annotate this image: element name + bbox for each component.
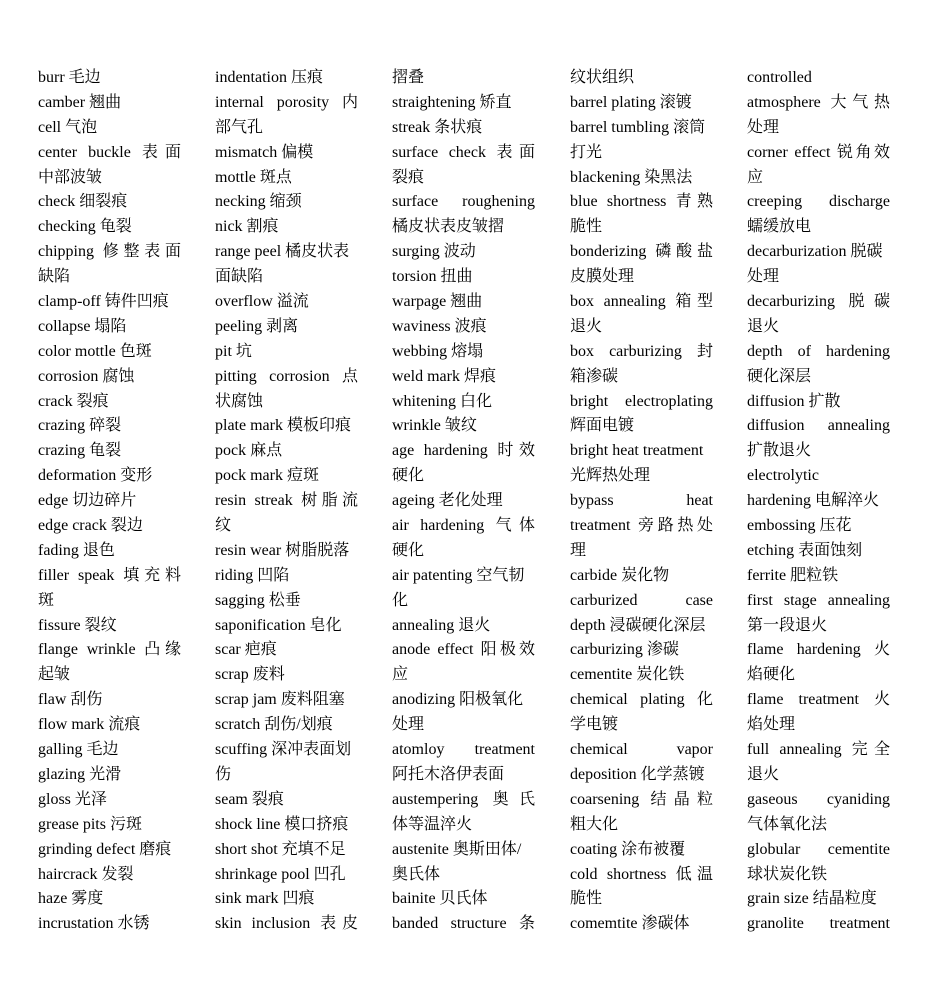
glossary-line: 处理 [747, 268, 780, 286]
glossary-line: 橘皮状表皮皱摺 [392, 218, 505, 236]
glossary-line: 扩散退火 [747, 442, 812, 460]
glossary-line: 处理 [747, 118, 780, 136]
glossary-line: checking 龟裂 [38, 218, 132, 236]
glossary-line: carburizing 渗碳 [570, 641, 679, 659]
glossary-line: weld mark 焊痕 [392, 367, 496, 385]
glossary-line: 硬化 [392, 467, 425, 485]
glossary-line: skin inclusion 表皮 [215, 915, 358, 933]
glossary-line: grain size 结晶粒度 [747, 890, 877, 908]
glossary-line: wrinkle 皱纹 [392, 417, 477, 435]
glossary-line: pock 麻点 [215, 442, 283, 460]
glossary-line: 摺叠 [392, 69, 425, 86]
glossary-line: mottle 斑点 [215, 168, 292, 186]
glossary-line: 蠕缓放电 [747, 218, 812, 236]
glossary-line: 伤 [215, 765, 232, 783]
glossary-line: shrinkage pool 凹孔 [215, 865, 346, 883]
glossary-line: 皮膜处理 [570, 268, 635, 286]
glossary-line: 奥氏体 [392, 865, 441, 883]
glossary-line: etching 表面蚀刻 [747, 541, 863, 559]
glossary-line: mismatch 偏模 [215, 143, 314, 161]
glossary-line: first stage annealing [747, 591, 890, 609]
glossary-line: austempering 奥氏 [392, 790, 535, 808]
glossary-line: clamp-off 铸件凹痕 [38, 293, 169, 311]
glossary-column-4 [570, 66, 713, 937]
glossary-line: fissure 裂纹 [38, 616, 117, 634]
glossary-line: 硬化 [392, 541, 425, 559]
glossary-line: austenite 奥斯田体/ [392, 840, 522, 858]
glossary-line: corrosion 腐蚀 [38, 367, 135, 385]
glossary-line: atomloy treatment [392, 741, 535, 759]
glossary-line: crazing 碎裂 [38, 417, 122, 435]
glossary-line: depth of hardening [747, 342, 890, 360]
glossary-line: annealing 退火 [392, 616, 491, 634]
glossary-line: age hardening 时效 [392, 442, 535, 460]
glossary-line: 光辉热处理 [570, 467, 651, 485]
glossary-line: surging 波动 [392, 243, 476, 261]
glossary-line: incrustation 水锈 [38, 915, 150, 933]
glossary-line: 第一段退火 [747, 616, 828, 634]
glossary-line: streak 条状痕 [392, 118, 483, 136]
glossary-line: collapse 塌陷 [38, 317, 127, 335]
glossary-line: resin wear 树脂脱落 [215, 541, 350, 559]
glossary-line: 部气孔 [215, 118, 264, 136]
glossary-line: 打光 [570, 143, 603, 161]
glossary-line: surface roughening [392, 193, 535, 211]
glossary-line: blue shortness 青熟 [570, 193, 713, 211]
glossary-line: crack 裂痕 [38, 392, 109, 410]
glossary-line: 粗大化 [570, 815, 619, 833]
glossary-line: grease pits 污斑 [38, 815, 142, 833]
glossary-line: 纹状组织 [570, 69, 635, 86]
glossary-line: burr 毛边 [38, 69, 101, 86]
glossary-line: depth 浸碳硬化深层 [570, 616, 706, 634]
glossary-line: 硬化深层 [747, 367, 812, 385]
glossary-line: deformation 变形 [38, 467, 153, 485]
glossary-line: sink mark 凹痕 [215, 890, 315, 908]
glossary-line: scrap jam 废料阻塞 [215, 691, 345, 709]
glossary-line: 裂痕 [392, 168, 425, 186]
glossary-line: carbide 炭化物 [570, 566, 670, 584]
glossary-line: 气体氧化法 [747, 815, 828, 833]
glossary-line: electrolytic [747, 467, 819, 485]
glossary-line: 箱渗碳 [570, 367, 619, 385]
glossary-line: necking 缩颈 [215, 193, 302, 211]
glossary-line: cell 气泡 [38, 118, 98, 136]
glossary-line: camber 翘曲 [38, 93, 122, 111]
glossary-line: edge 切边碎片 [38, 492, 137, 510]
glossary-line: embossing 压花 [747, 517, 852, 535]
glossary-line: 球状炭化铁 [747, 865, 828, 883]
glossary-line: 退火 [747, 765, 780, 783]
glossary-line: 脆性 [570, 218, 603, 236]
glossary-line: sagging 松垂 [215, 591, 301, 609]
glossary-line: 退火 [747, 317, 780, 335]
glossary-line: torsion 扭曲 [392, 268, 473, 286]
glossary-line: 斑 [38, 591, 55, 609]
glossary-line: flow mark 流痕 [38, 716, 141, 734]
glossary-line: carburized case [570, 591, 713, 609]
glossary-line: resin streak 树脂流 [215, 492, 358, 510]
glossary-line: check 细裂痕 [38, 193, 128, 211]
glossary-line: scuffing 深冲表面划 [215, 741, 352, 759]
glossary-line: 理 [570, 541, 587, 559]
glossary-line: granolite treatment [747, 915, 890, 933]
glossary-line: flame treatment 火 [747, 691, 890, 709]
glossary-line: short shot 充填不足 [215, 840, 346, 858]
glossary-line: pock mark 痘斑 [215, 467, 319, 485]
glossary-line: indentation 压痕 [215, 69, 323, 86]
glossary-line: haze 雾度 [38, 890, 104, 908]
glossary-line: chemical plating 化 [570, 691, 713, 709]
glossary-line: riding 凹陷 [215, 566, 290, 584]
glossary-line: plate mark 模板印痕 [215, 417, 351, 435]
glossary-line: coating 涂布被覆 [570, 840, 686, 858]
glossary-line: ferrite 肥粒铁 [747, 566, 839, 584]
glossary-line: chemical vapor [570, 741, 713, 759]
glossary-line: 缺陷 [38, 268, 71, 286]
glossary-line: waviness 波痕 [392, 317, 487, 335]
glossary-line: flange wrinkle 凸缘 [38, 641, 181, 659]
glossary-line: anode effect 阳极效 [392, 641, 535, 659]
glossary-line: cold shortness 低温 [570, 865, 713, 883]
glossary-line: globular cementite [747, 840, 890, 858]
glossary-line: edge crack 裂边 [38, 517, 143, 535]
glossary-line: banded structure 条 [392, 915, 535, 933]
glossary-line: 体等温淬火 [392, 815, 473, 833]
glossary-line: controlled [747, 69, 812, 86]
glossary-column-3 [392, 66, 535, 937]
glossary-line: box annealing 箱型 [570, 293, 713, 311]
glossary-line: galling 毛边 [38, 741, 119, 759]
glossary-line: coarsening 结晶粒 [570, 790, 713, 808]
glossary-line: 焰处理 [747, 716, 796, 734]
glossary-line: atmosphere 大气热 [747, 93, 890, 111]
glossary-line: center buckle 表面 [38, 143, 181, 161]
glossary-line: seam 裂痕 [215, 790, 284, 808]
glossary-line: webbing 熔塌 [392, 342, 484, 360]
glossary-line: full annealing 完全 [747, 741, 890, 759]
glossary-line: fading 退色 [38, 541, 115, 559]
glossary-line: peeling 剥离 [215, 317, 299, 335]
glossary-line: overflow 溢流 [215, 293, 309, 311]
glossary-line: treatment 旁路热处 [570, 517, 713, 535]
glossary-line: 脆性 [570, 890, 603, 908]
glossary-line: 中部波皱 [38, 168, 103, 186]
glossary-line: 起皱 [38, 666, 71, 684]
glossary-line: ageing 老化处理 [392, 492, 503, 510]
glossary-line: bonderizing 磷酸盐 [570, 243, 713, 261]
glossary-line: range peel 橘皮状表 [215, 243, 350, 261]
glossary-line: grinding defect 磨痕 [38, 840, 172, 858]
glossary-line: haircrack 发裂 [38, 865, 134, 883]
glossary-line: hardening 电解淬火 [747, 492, 879, 510]
glossary-line: comemtite 渗碳体 [570, 915, 690, 933]
glossary-line: 处理 [392, 716, 425, 734]
glossary-line: whitening 白化 [392, 392, 492, 410]
glossary-line: diffusion annealing [747, 417, 890, 435]
glossary-line: flame hardening 火 [747, 641, 890, 659]
glossary-line: bypass heat [570, 492, 713, 510]
glossary-line: gaseous cyaniding [747, 790, 890, 808]
glossary-line: air hardening 气体 [392, 517, 535, 535]
glossary-line: straightening 矫直 [392, 93, 512, 111]
glossary-column-2 [215, 66, 358, 937]
glossary-line: crazing 龟裂 [38, 442, 122, 460]
glossary-column-5 [747, 66, 890, 937]
glossary-line: saponification 皂化 [215, 616, 342, 634]
glossary-line: scar 疤痕 [215, 641, 277, 659]
glossary-line: color mottle 色斑 [38, 342, 152, 360]
glossary-line: bright electroplating [570, 392, 713, 410]
glossary-line: 退火 [570, 317, 603, 335]
glossary-line: creeping discharge [747, 193, 890, 211]
glossary-line: cementite 炭化铁 [570, 666, 685, 684]
glossary-line: pit 坑 [215, 342, 252, 360]
glossary-line: shock line 模口挤痕 [215, 815, 349, 833]
glossary-line: gloss 光泽 [38, 790, 107, 808]
glossary-line: 应 [392, 666, 409, 684]
glossary-line: box carburizing 封 [570, 342, 713, 360]
glossary-column-1 [38, 66, 181, 937]
glossary-line: warpage 翘曲 [392, 293, 483, 311]
glossary-line: chipping 修整表面 [38, 243, 181, 261]
glossary-line: 状腐蚀 [215, 392, 264, 410]
glossary-line: deposition 化学蒸镀 [570, 765, 705, 783]
glossary-line: blackening 染黑法 [570, 168, 693, 186]
glossary-line: surface check 表面 [392, 143, 535, 161]
glossary-line: diffusion 扩散 [747, 392, 841, 410]
glossary-line: nick 割痕 [215, 218, 279, 236]
glossary-line: glazing 光滑 [38, 765, 122, 783]
glossary-line: decarburizing 脱碳 [747, 293, 890, 311]
glossary-line: bright heat treatment [570, 442, 704, 460]
glossary-line: 面缺陷 [215, 268, 264, 286]
glossary-line: 焰硬化 [747, 666, 796, 684]
glossary-line: 纹 [215, 517, 232, 535]
glossary-line: bainite 贝氏体 [392, 890, 488, 908]
glossary-line: 学电镀 [570, 716, 619, 734]
glossary-line: decarburization 脱碳 [747, 243, 883, 261]
glossary-line: 辉面电镀 [570, 417, 635, 435]
glossary-line: 应 [747, 168, 764, 186]
glossary-line: 化 [392, 591, 409, 609]
glossary-line: barrel plating 滚镀 [570, 93, 692, 111]
glossary-line: pitting corrosion 点 [215, 367, 358, 385]
glossary-line: corner effect 锐角效 [747, 143, 890, 161]
glossary-line: flaw 刮伤 [38, 691, 103, 709]
glossary-line: scrap 废料 [215, 666, 285, 684]
glossary-line: barrel tumbling 滚筒 [570, 118, 706, 136]
glossary-line: air patenting 空气韧 [392, 566, 525, 584]
glossary-line: filler speak 填充料 [38, 566, 181, 584]
glossary-line: 阿托木洛伊表面 [392, 765, 505, 783]
glossary-line: anodizing 阳极氧化 [392, 691, 524, 709]
glossary-line: scratch 刮伤/划痕 [215, 716, 333, 734]
glossary-line: internal porosity 内 [215, 93, 358, 111]
